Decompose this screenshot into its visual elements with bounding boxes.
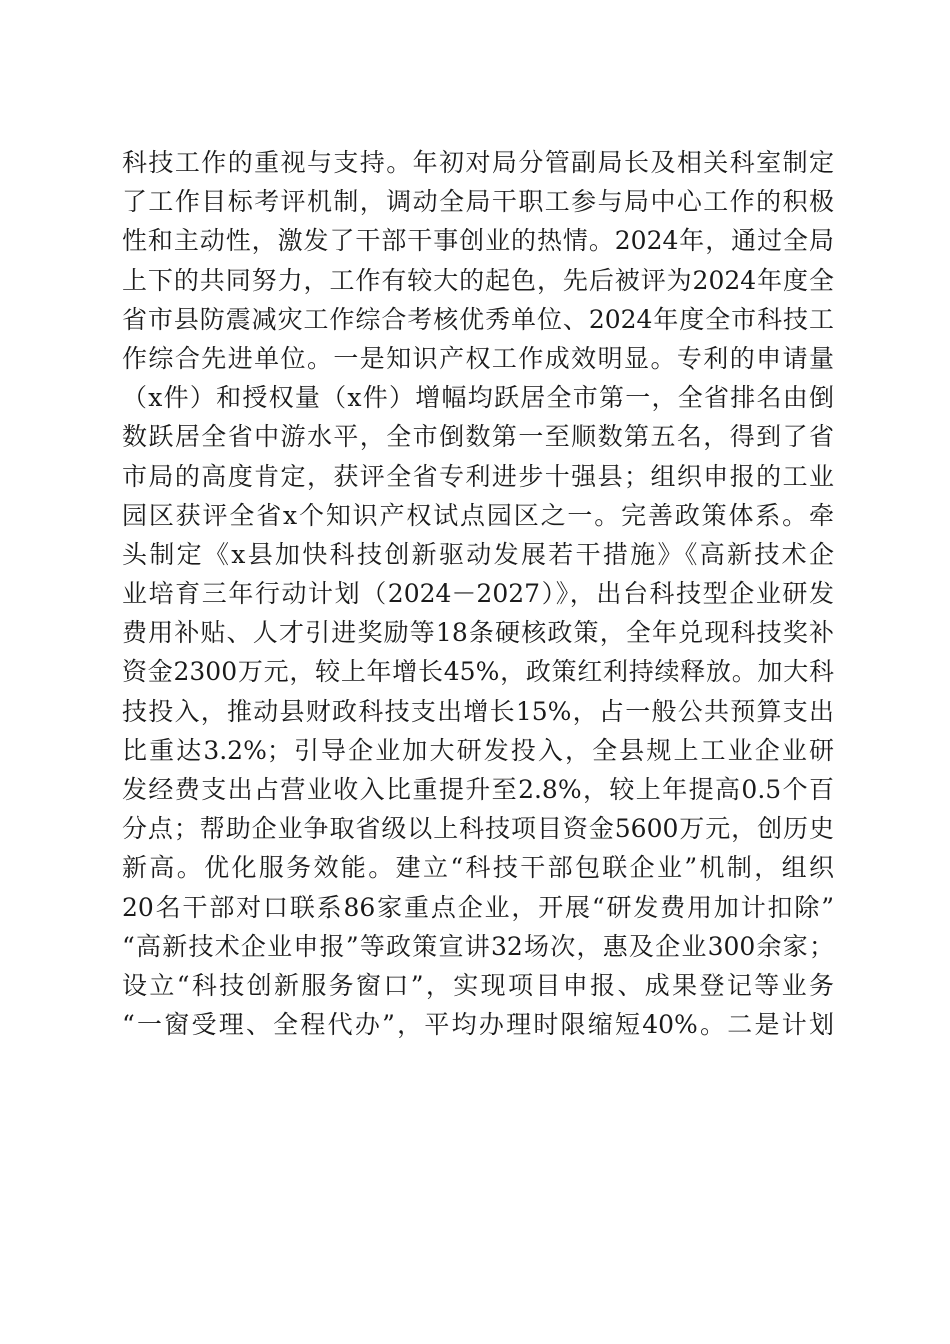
text-line: 头制定《x县加快科技创新驱动发展若干措施》《高新技术企 bbox=[122, 539, 834, 569]
text-line: 资金2300万元，较上年增长45%，政策红利持续释放。加大科 bbox=[122, 657, 834, 687]
text-line: （x件）和授权量（x件）增幅均跃居全市第一，全省排名由倒 bbox=[122, 383, 834, 413]
text-line: 发经费支出占营业收入比重提升至2.8%，较上年提高0.5个百 bbox=[122, 775, 834, 804]
text-line: 费用补贴、人才引进奖励等18条硬核政策，全年兑现科技奖补 bbox=[122, 618, 834, 648]
text-line: “一窗受理、全程代办”，平均办理时限缩短40%。二是计划 bbox=[122, 1010, 834, 1040]
text-line: 比重达3.2%；引导企业加大研发投入，全县规上工业企业研 bbox=[122, 735, 834, 765]
text-line: 业培育三年行动计划（2024－2027）》，出台科技型企业研发 bbox=[122, 579, 834, 609]
text-line: 上下的共同努力，工作有较大的起色，先后被评为2024年度全 bbox=[122, 265, 834, 295]
text-line: 性和主动性，激发了干部干事创业的热情。2024年，通过全局 bbox=[122, 226, 834, 256]
text-line: 园区获评全省x个知识产权试点园区之一。完善政策体系。牵 bbox=[122, 500, 834, 530]
text-line: 新高。优化服务效能。建立“科技干部包联企业”机制，组织 bbox=[122, 853, 834, 883]
body-paragraph bbox=[122, 143, 834, 1044]
text-line: 了工作目标考评机制，调动全局干职工参与局中心工作的积极 bbox=[122, 187, 834, 217]
text-line: 分点；帮助企业争取省级以上科技项目资金5600万元，创历史 bbox=[122, 814, 834, 844]
text-line: 设立“科技创新服务窗口”，实现项目申报、成果登记等业务 bbox=[122, 970, 834, 1000]
text-line: 省市县防震减灾工作综合考核优秀单位、2024年度全市科技工 bbox=[122, 304, 834, 334]
text-line: 数跃居全省中游水平，全市倒数第一至顺数第五名，得到了省 bbox=[122, 422, 834, 452]
text-line: 技投入，推动县财政科技支出增长15%，占一般公共预算支出 bbox=[122, 696, 834, 726]
text-line: 作综合先进单位。一是知识产权工作成效明显。专利的申请量 bbox=[122, 343, 834, 373]
text-line: 20名干部对口联系86家重点企业，开展“研发费用加计扣除” bbox=[122, 892, 834, 922]
text-line: “高新技术企业申报”等政策宣讲32场次，惠及企业300余家； bbox=[122, 931, 834, 961]
text-line: 科技工作的重视与支持。年初对局分管副局长及相关科室制定 bbox=[122, 148, 834, 177]
text-line: 市局的高度肯定，获评全省专利进步十强县；组织申报的工业 bbox=[122, 461, 834, 491]
